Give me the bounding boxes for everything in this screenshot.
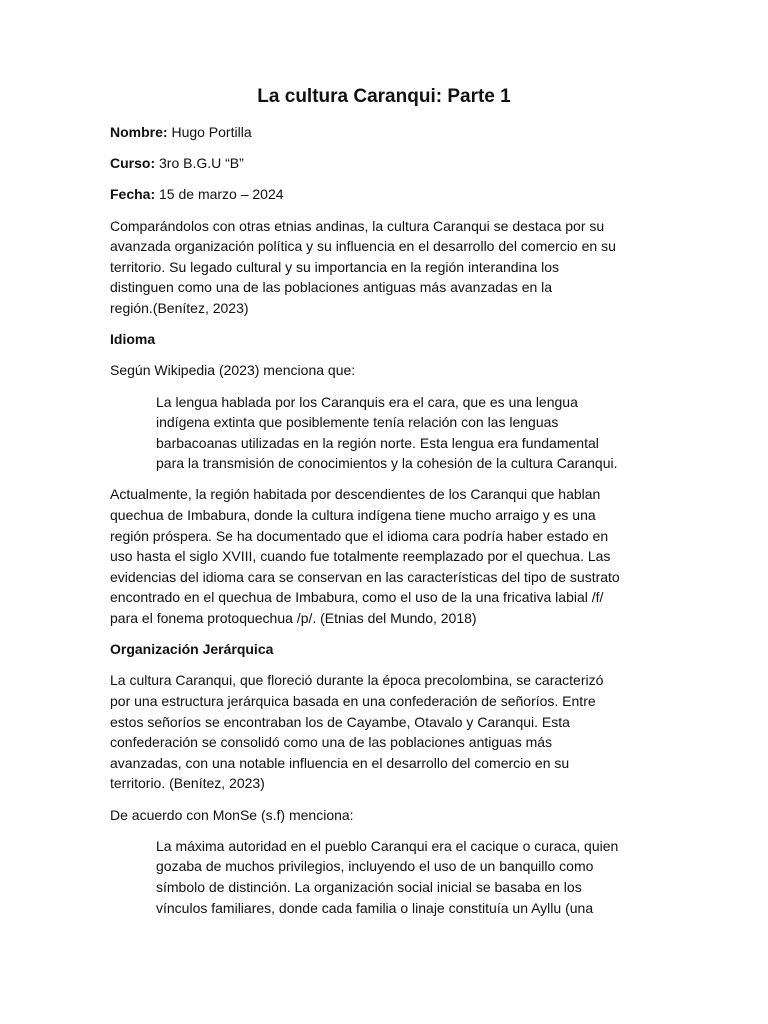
organizacion-intro-paragraph: De acuerdo con MonSe (s.f) menciona:	[110, 806, 354, 823]
field-label: Nombre:	[110, 124, 168, 140]
idioma-body-paragraph: Actualmente, la región habitada por descendientes de los Caranqui que hablan quechua de Imbabura, donde la cultura indígena tiene mucho arraigo y es una región próspera. Se ha documentado que el idioma cara podría haber estado en uso hasta el siglo XVIII, cuando fue totalmente reemplazado por el quechua. Las evidencias del idioma cara se conservan en las características del tipo de sustrato encontrado en el quechua de Imbabura, como el uso de la una fricativa labial /f/ para el fonema protoquechua /p/. (Etnias del Mundo, 2018)	[110, 486, 620, 627]
field-value: 15 de marzo – 2024	[155, 186, 284, 203]
section-heading-idioma: Idioma	[110, 331, 156, 348]
field-label: Fecha:	[110, 186, 156, 203]
organizacion-body-paragraph: La cultura Caranqui, que floreció durante la época precolombina, se caracterizó por una estructura jerárquica basada en una confederación de señoríos. Entre estos señoríos se encontraban los de Cayambe, Otavalo y Caranqui. Esta confederación se consolidó como una de las poblaciones antiguas más avanzadas, con una notable influencia en el desarrollo del comercio en su territorio. (Benítez, 2023)	[110, 672, 604, 792]
document-title: La cultura Caranqui: Parte 1	[257, 86, 511, 107]
organizacion-quote: La máxima autoridad en el pueblo Caranqui era el cacique o curaca, quien gozaba de muchos privilegios, incluyendo el uso de un banquillo como símbolo de distinción. La organización social inicial se basaba en los vínculos familiares, donde cada familia o linaje constituía un Ayllu (una	[156, 837, 619, 916]
field-fecha	[110, 184, 658, 205]
intro-paragraph: Comparándolos con otras etnias andinas, la cultura Caranqui se destaca por su avanzada organización política y su influencia en el desarrollo del comercio en su territorio. Su legado cultural y su importancia en la región interandina los distinguen como una de las poblaciones antiguas más avanzadas en la región.(Benítez, 2023)	[110, 217, 616, 316]
field-value: Hugo Portilla	[167, 124, 252, 140]
idioma-intro-paragraph: Según Wikipedia (2023) menciona que:	[110, 362, 356, 379]
field-label: Curso:	[110, 155, 156, 172]
section-heading-organizacion: Organización Jerárquica	[110, 641, 274, 658]
idioma-quote: La lengua hablada por los Caranquis era el cara, que es una lengua indígena extinta que posiblemente tenía relación con las lenguas barbacoanas utilizadas en la región norte. Esta lengua era fundamental para la transmisión de conocimientos y la cohesión de la cultura Caranqui.	[156, 393, 618, 472]
field-value: 3ro B.G.U “B”	[155, 155, 244, 172]
field-curso	[110, 153, 658, 174]
document-body	[110, 122, 658, 929]
field-nombre	[110, 122, 658, 143]
